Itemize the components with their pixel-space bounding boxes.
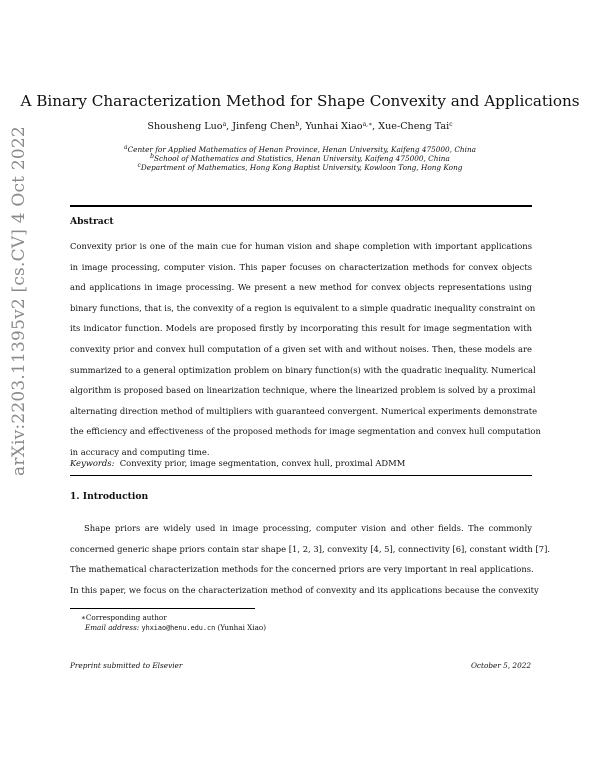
paper-title: A Binary Characterization Method for Shape Convexity and Applications [20,92,580,110]
abstract-line: algorithm is proposed based on linearization technique, where the linearized problem is solved by a proximal [70,385,536,396]
author-list: Shousheng Luo$^a$, Jinfeng Chen$^b$, Yunhai Xiao$^{a,∗}$, Xue-Cheng Tai$^c$ [147,121,453,132]
author-affil-mark: c [449,121,453,128]
author-affil-mark: a,∗ [362,121,373,128]
affiliation [0,162,600,172]
author-affil-mark: a [222,121,227,128]
abstract-heading: Abstract [70,216,114,227]
affil-text: School of Mathematics and Statistics, Henan University, Kaifeng 475000, China [154,154,450,163]
abstract-line: its indicator function. Models are proposed firstly by incorporating this result for image segmentation with [70,323,532,334]
affil-mark: b [150,153,154,160]
affil-text: Center for Applied Mathematics of Henan Province, Henan University, Kaifeng 475000, China [127,145,476,154]
author-name: Xue-Cheng Tai [378,121,450,132]
abstract-line: alternating direction method of multipliers with guaranteed convergent. Numerical experiments demonstrate [70,405,538,416]
abstract-line: in image processing, computer vision. This paper focuses on characterization methods for convex objects [70,261,532,272]
footnote-email [85,623,266,632]
intro-line: In this paper, we focus on the characterization method of convexity and its applications because the convexity [70,584,539,595]
abstract-line: and applications in image processing. We present a new method for convex objects representations using [70,282,532,293]
email-label: Email address: [85,623,140,632]
intro-line: concerned generic shape priors contain star shape [1, 2, 3], convexity [4, 5], connectivity [6], constant width [7]. [70,543,551,554]
author-name: Jinfeng Chen [232,121,296,132]
abstract-line: convexity prior and convex hull computation of a given set with and without noises. Then, these models are [70,343,532,354]
arxiv-stamp: arXiv:2203.11395v2 [cs.CV] 4 Oct 2022 [9,126,29,476]
abstract-line: binary functions, that is, the convexity of a region is equivalent to a simple quadratic inequality constraint on [70,302,536,313]
keywords-text: Convexity prior, image segmentation, convex hull, proximal ADMM [119,458,406,468]
email-address[interactable]: yhxiao@henu.edu.cn [141,624,216,632]
affil-mark: c [137,162,141,169]
footnote-corresponding: ∗Corresponding author [81,613,167,622]
intro-body [70,518,551,600]
abstract-top-rule [70,205,532,207]
author-affil-mark: b [295,121,300,128]
keywords-label: Keywords: [70,458,115,468]
footer-date: October 5, 2022 [470,661,531,670]
abstract-line: Convexity prior is one of the main cue for human vision and shape completion with important applications [70,241,532,251]
footer-preprint: Preprint submitted to Elsevier [70,661,183,670]
abstract-body [70,236,541,463]
author-name: Shousheng Luo [147,121,223,132]
intro-line: Shape priors are widely used in image processing, computer vision and other fields. The commonly [84,523,532,533]
abstract-line: in accuracy and computing time. [70,446,210,457]
abstract-line: summarized to a general optimization problem on binary function(s) with the quadratic inequality. Numerical [70,364,536,375]
affil-mark: a [123,144,128,151]
section-heading: 1. Introduction [70,491,149,502]
email-name: (Yunhai Xiao) [217,623,266,632]
affil-text: Department of Mathematics, Hong Kong Baptist University, Kowloon Tong, Hong Kong [140,163,463,172]
abstract-bottom-rule [70,475,532,476]
footnote-rule [70,608,255,609]
keywords [70,458,405,468]
intro-line: The mathematical characterization methods for the concerned priors are very important in real applications. [70,564,534,574]
abstract-line: the efficiency and effectiveness of the proposed methods for image segmentation and convex hull computation [70,426,541,437]
author-name: Yunhai Xiao [305,121,363,132]
